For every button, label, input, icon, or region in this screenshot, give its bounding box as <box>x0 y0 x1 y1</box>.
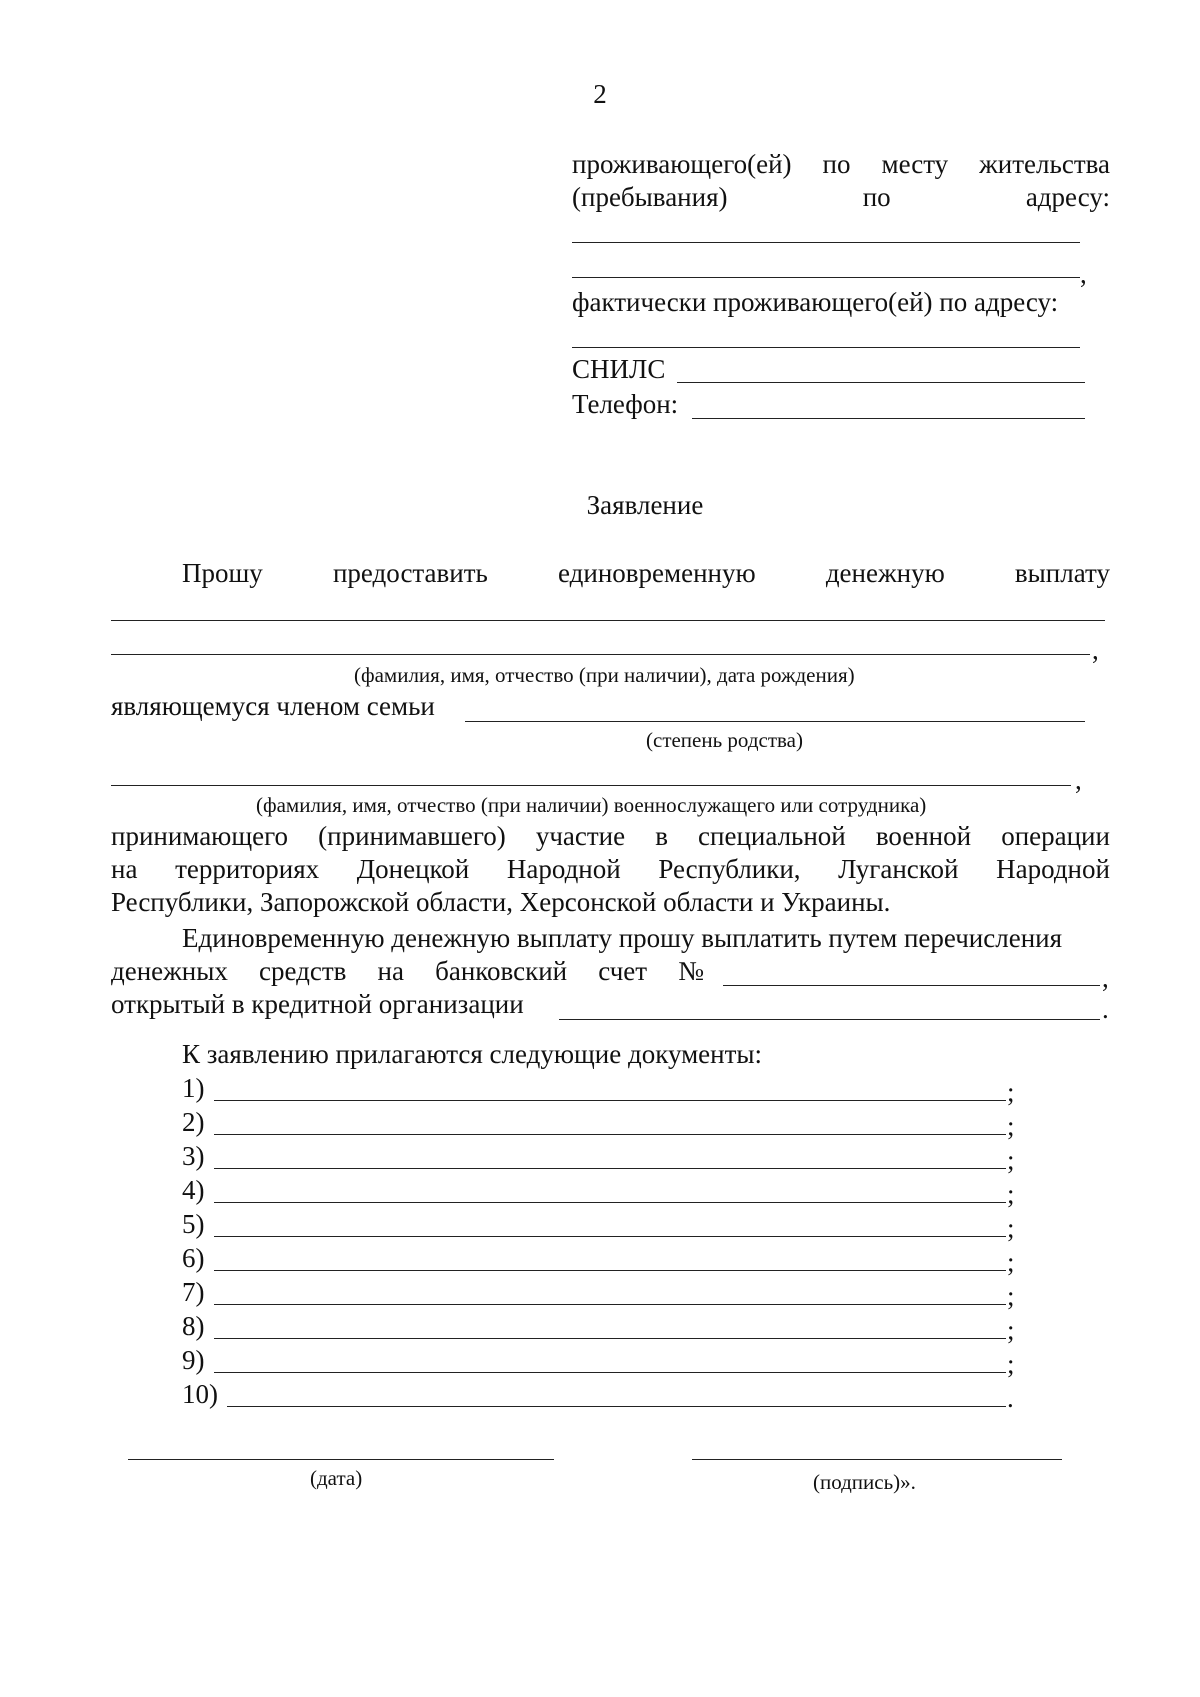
payment-line-2 <box>111 955 704 987</box>
date-field[interactable] <box>128 1459 554 1460</box>
participation-line-3: Республики, Запорожской области, Херсонской области и Украины. <box>111 887 891 917</box>
credit-org-label: открытый в кредитной организации <box>111 989 524 1019</box>
phone-label: Телефон: <box>572 389 679 419</box>
caption-serviceman: (фамилия, имя, отчество (при наличии) военнослужащего или сотрудника) <box>256 793 927 817</box>
residence-address-comma: , <box>1080 259 1087 289</box>
word: банковский <box>435 956 568 986</box>
caption-person: (фамилия, имя, отчество (при наличии), дата рождения) <box>354 663 855 687</box>
word: счет <box>598 956 648 986</box>
word: в <box>655 821 668 851</box>
word: жительства <box>979 149 1110 179</box>
word: денежную <box>825 558 945 588</box>
credit-org-field[interactable] <box>559 1019 1100 1020</box>
actual-address-line[interactable] <box>572 347 1080 348</box>
residence-line-2 <box>572 181 1110 213</box>
document-item-field[interactable] <box>214 1236 1006 1237</box>
document-item-field[interactable] <box>214 1202 1006 1203</box>
document-item-number: 3) <box>182 1141 205 1171</box>
word: месту <box>881 149 949 179</box>
document-item-separator: ; <box>1007 1111 1015 1141</box>
word: средств <box>259 956 347 986</box>
bank-account-comma: , <box>1102 963 1109 993</box>
word: Луганской <box>838 854 959 884</box>
document-item-separator: ; <box>1007 1179 1015 1209</box>
document-item-number: 6) <box>182 1243 205 1273</box>
word: по <box>822 149 851 179</box>
document-item-field[interactable] <box>214 1168 1006 1169</box>
document-item-separator: ; <box>1007 1281 1015 1311</box>
signature-caption: (подпись)». <box>813 1470 916 1494</box>
document-item-separator: ; <box>1007 1213 1015 1243</box>
word: на <box>111 854 138 884</box>
page-number: 2 <box>593 79 607 109</box>
document-item-number: 4) <box>182 1175 205 1205</box>
word: проживающего(ей) <box>572 149 792 179</box>
document-item-field[interactable] <box>214 1372 1006 1373</box>
word: принимающего <box>111 821 289 851</box>
word: № <box>678 956 704 986</box>
person-name-line-1[interactable] <box>111 620 1105 621</box>
document-item-number: 7) <box>182 1277 205 1307</box>
person-name-line-2[interactable] <box>111 654 1090 655</box>
relation-field[interactable] <box>465 721 1085 722</box>
word: на <box>377 956 404 986</box>
word: Народной <box>506 854 621 884</box>
document-item-separator: ; <box>1007 1077 1015 1107</box>
word: по <box>862 182 891 212</box>
document-item-field[interactable] <box>214 1338 1006 1339</box>
document-item-separator: ; <box>1007 1247 1015 1277</box>
person-name-comma: , <box>1092 635 1099 665</box>
residence-address-line-2[interactable] <box>572 277 1080 278</box>
word: Народной <box>996 854 1110 884</box>
word: предоставить <box>332 558 488 588</box>
document-item-separator: ; <box>1007 1315 1015 1345</box>
word: адресу: <box>1025 182 1110 212</box>
request-line <box>182 557 1110 589</box>
date-caption: (дата) <box>310 1466 363 1490</box>
document-item-field[interactable] <box>214 1134 1006 1135</box>
credit-org-period: . <box>1102 994 1109 1024</box>
document-item-number: 2) <box>182 1107 205 1137</box>
document-item-number: 9) <box>182 1345 205 1375</box>
document-title: Заявление <box>586 490 704 520</box>
snils-label: СНИЛС <box>572 354 666 384</box>
word: Донецкой <box>356 854 470 884</box>
snils-field[interactable] <box>677 382 1085 383</box>
word: (пребывания) <box>572 182 728 212</box>
document-item-number: 1) <box>182 1073 205 1103</box>
word: (принимавшего) <box>318 821 506 851</box>
serviceman-name-line[interactable] <box>111 785 1071 786</box>
document-item-number: 5) <box>182 1209 205 1239</box>
documents-heading: К заявлению прилагаются следующие документы: <box>182 1039 763 1069</box>
document-item-separator: . <box>1007 1383 1014 1413</box>
word: специальной <box>698 821 846 851</box>
word: участие <box>535 821 626 851</box>
actual-address-label: фактически проживающего(ей) по адресу: <box>572 287 1059 317</box>
document-item-number: 10) <box>182 1379 218 1409</box>
word: военной <box>875 821 972 851</box>
word: единовременную <box>558 558 756 588</box>
bank-account-field[interactable] <box>723 985 1100 986</box>
document-item-separator: ; <box>1007 1349 1015 1379</box>
document-item-separator: ; <box>1007 1145 1015 1175</box>
document-item-field[interactable] <box>214 1304 1006 1305</box>
document-item-field[interactable] <box>227 1406 1006 1407</box>
residence-address-line-1[interactable] <box>572 242 1080 243</box>
word: Республики, <box>658 854 801 884</box>
participation-line-1 <box>111 820 1110 852</box>
serviceman-name-comma: , <box>1075 765 1082 795</box>
document-item-field[interactable] <box>214 1100 1006 1101</box>
document-item-number: 8) <box>182 1311 205 1341</box>
signature-field[interactable] <box>692 1459 1062 1460</box>
word: территориях <box>175 854 320 884</box>
family-member-label: являющемуся членом семьи <box>111 691 435 721</box>
word: денежных <box>111 956 228 986</box>
phone-field[interactable] <box>692 418 1085 419</box>
document-item-field[interactable] <box>214 1270 1006 1271</box>
participation-line-2 <box>111 853 1110 885</box>
word: операции <box>1001 821 1110 851</box>
word: выплату <box>1014 558 1110 588</box>
payment-line-1: Единовременную денежную выплату прошу выплатить путем перечисления <box>182 923 1063 953</box>
caption-relation: (степень родства) <box>646 728 803 752</box>
word: Прошу <box>182 558 263 588</box>
residence-line-1 <box>572 148 1110 180</box>
